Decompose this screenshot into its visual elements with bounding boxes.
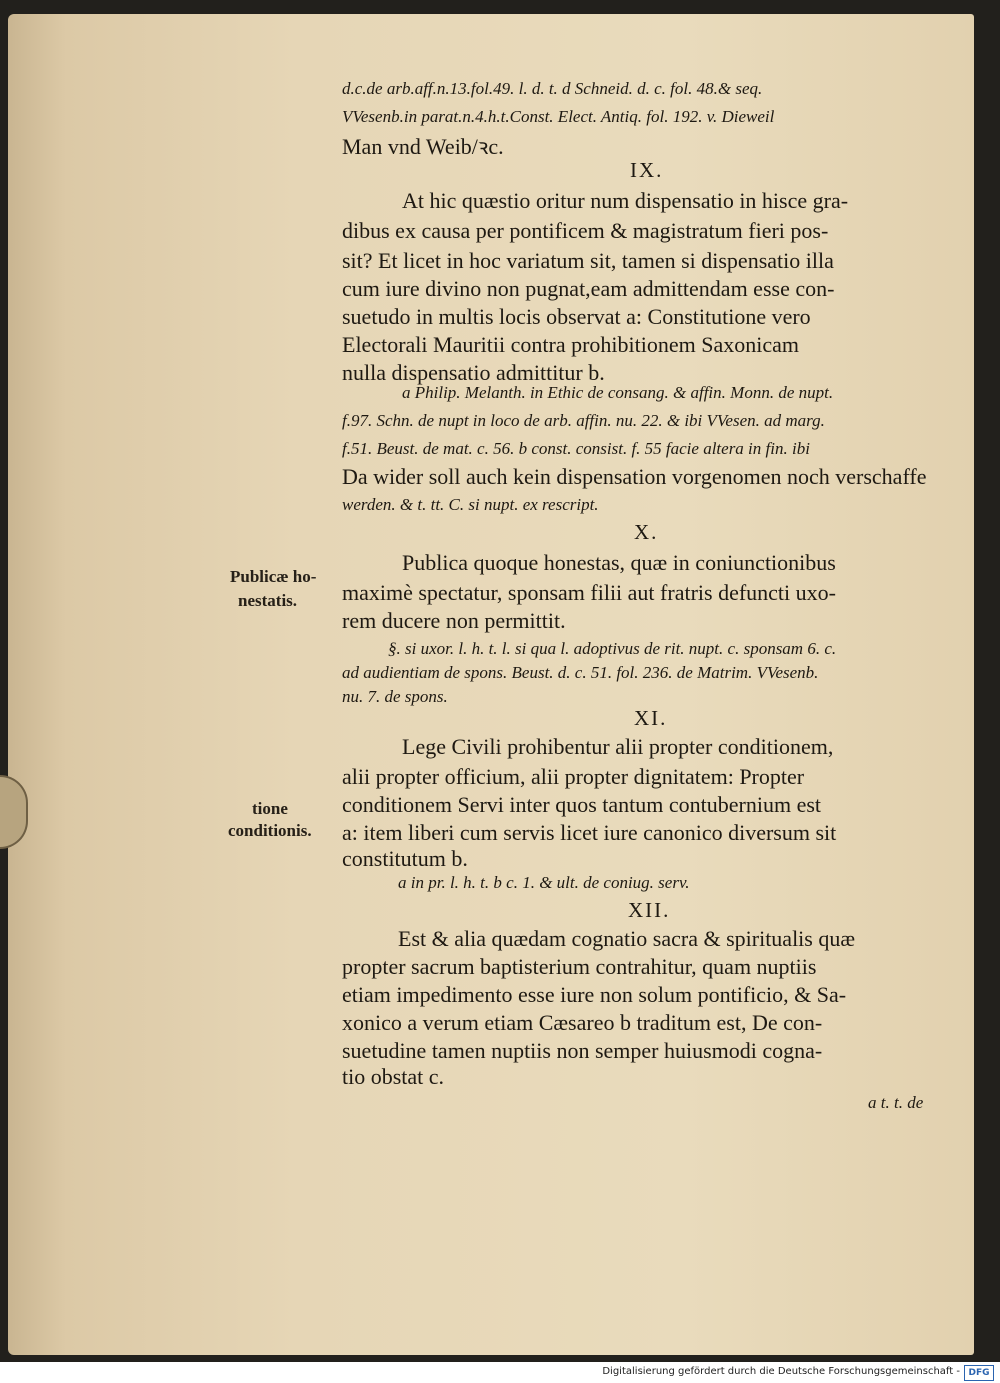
footnote-line: f.97. Schn. de nupt in loco de arb. affin. nu. 22. & ibi VVesen. ad marg. — [342, 411, 825, 430]
text-line: conditionem Servi inter quos tantum contubernium est — [342, 792, 822, 817]
footnote-line: a Philip. Melanth. in Ethic de consang. & affin. Monn. de nupt. — [402, 383, 834, 402]
paper-sheet — [8, 14, 974, 1355]
footnote-line: werden. & t. tt. C. si nupt. ex rescript. — [342, 495, 599, 514]
text-line: Lege Civili prohibentur alii propter conditionem, — [402, 734, 834, 759]
text-line: dibus ex causa per pontificem & magistratum fieri pos- — [342, 218, 829, 243]
footer-credit: Digitalisierung gefördert durch die Deutsche Forschungsgemeinschaft - — [602, 1366, 960, 1377]
text-line: propter sacrum baptisterium contrahitur, quam nuptiis — [342, 954, 817, 979]
text-line: cum iure divino non pugnat,eam admittendam esse con- — [342, 276, 835, 301]
margin-note: conditionis. — [228, 821, 312, 840]
text-line: sit? Et licet in hoc variatum sit, tamen si dispensatio illa — [342, 248, 834, 273]
footnote-line: f.51. Beust. de mat. c. 56. b const. consist. f. 55 facie altera in fin. ibi — [342, 439, 810, 458]
footnote-line: nu. 7. de spons. — [342, 687, 448, 706]
text-line: Electorali Mauritii contra prohibitionem Saxonicam — [342, 332, 799, 357]
dfg-logo-icon: DFG — [964, 1365, 994, 1381]
text-line: a: item liberi cum servis licet iure canonico diversum sit — [342, 820, 837, 845]
text-line: Da wider soll auch kein dispensation vorgenomen noch verschaffe — [342, 464, 927, 489]
text-line: rem ducere non permittit. — [342, 608, 566, 633]
text-line: Man vnd Weib/ꝛc. — [342, 134, 504, 159]
text-line: nulla dispensatio admittitur b. — [342, 360, 605, 385]
margin-note: tione — [252, 799, 288, 818]
text-line: alii propter officium, alii propter dignitatem: Propter — [342, 764, 805, 789]
text-line: maximè spectatur, sponsam filii aut fratris defuncti uxo- — [342, 580, 836, 605]
section-heading: IX. — [630, 158, 664, 182]
footer-bar — [0, 1362, 1000, 1383]
margin-note: Publicæ ho- — [230, 567, 317, 586]
text-line: At hic quæstio oritur num dispensatio in hisce gra- — [402, 188, 849, 213]
text-line: constitutum b. — [342, 846, 468, 871]
footnote-line: a t. t. de — [868, 1093, 924, 1112]
text-line: suetudine tamen nuptiis non semper huiusmodi cogna- — [342, 1038, 823, 1063]
text-line: suetudo in multis locis observat a: Constitutione vero — [342, 304, 811, 329]
section-heading: X. — [634, 520, 659, 544]
margin-note: nestatis. — [238, 591, 298, 610]
section-heading: XI. — [634, 706, 668, 730]
text-line: Publica quoque honestas, quæ in coniunctionibus — [402, 550, 836, 575]
section-heading: XII. — [628, 898, 671, 922]
footnote-line: a in pr. l. h. t. b c. 1. & ult. de coniug. serv. — [398, 873, 690, 892]
footnote-line: ad audientiam de spons. Beust. d. c. 51. fol. 236. de Matrim. VVesenb. — [342, 663, 819, 682]
footnote-line: §. si uxor. l. h. t. l. si qua l. adoptivus de rit. nupt. c. sponsam 6. c. — [388, 639, 837, 658]
text-line: Est & alia quædam cognatio sacra & spiritualis quæ — [398, 926, 856, 951]
footnote-line: VVesenb.in parat.n.4.h.t.Const. Elect. Antiq. fol. 192. v. Dieweil — [342, 107, 775, 126]
footnote-line: d.c.de arb.aff.n.13.fol.49. l. d. t. d Schneid. d. c. fol. 48.& seq. — [342, 79, 763, 98]
text-line: xonico a verum etiam Cæsareo b traditum est, De con- — [342, 1010, 823, 1035]
text-line: etiam impedimento esse iure non solum pontificio, & Sa- — [342, 982, 847, 1007]
text-line: tio obstat c. — [342, 1064, 445, 1089]
